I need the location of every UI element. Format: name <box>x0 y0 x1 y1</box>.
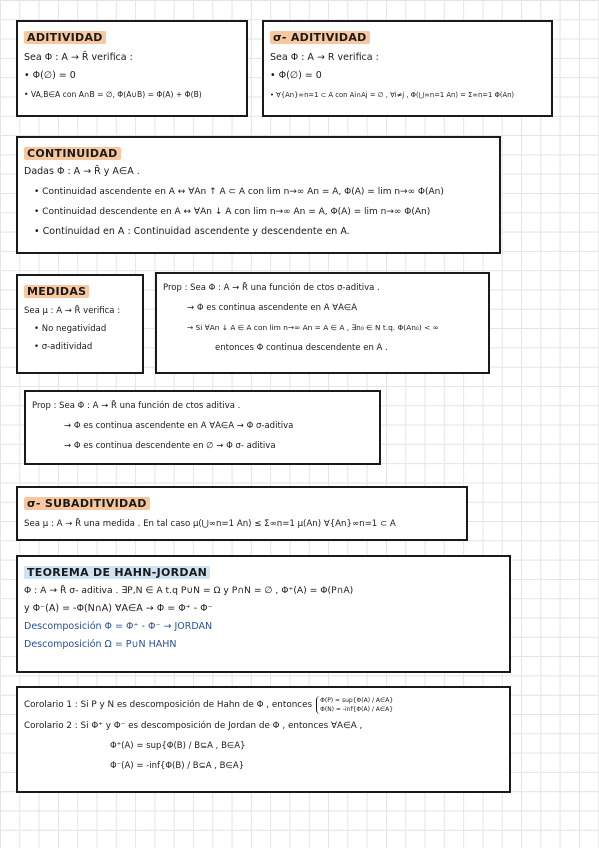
subaditividad-title: σ- SUBADITIVIDAD <box>24 497 150 510</box>
continuidad-line-2: • Continuidad ascendente en A ↔ ∀An ↑ A ⊂ A con lim n→∞ An = A, Φ(A) = lim n→∞ Φ(An) <box>34 187 444 197</box>
hahn-decomposition: Descomposición Ω = P∪N HAHN <box>24 639 177 650</box>
hahn-jordan-box <box>16 555 511 673</box>
subaditividad-box <box>16 486 468 541</box>
medidas-title: MEDIDAS <box>24 285 89 298</box>
sigma-aditividad-line-3: • ∀{An}∞n=1 ⊂ A con Ai∩Aj = ∅ , ∀i≠j , Φ(⋃∞n=1 An) = Σ∞n=1 Φ(An) <box>270 91 515 99</box>
prop1-line-1: Prop : Sea Φ : A → R̄ una función de ctos σ-aditiva . <box>163 283 380 293</box>
corolarios-box <box>16 686 511 793</box>
aditividad-line-2: • Φ(∅) = 0 <box>24 70 76 81</box>
prop-sigma-aditiva-box <box>155 272 490 374</box>
jordan-decomposition: Descomposición Φ = Φ⁺ - Φ⁻ → JORDAN <box>24 621 213 632</box>
subaditividad-line-1: Sea μ : A → R̄ una medida . En tal caso μ(⋃∞n=1 An) ≤ Σ∞n=1 μ(An) ∀{An}∞n=1 ⊂ A <box>24 519 396 529</box>
prop1-line-4: entonces Φ continua descendente en A . <box>215 343 388 353</box>
corolario-1-inf: Φ(N) = -inf{Φ(A) / A∈A} <box>320 706 394 713</box>
corolario-2-formula-1: Φ⁺(A) = sup{Φ(B) / B⊆A , B∈A} <box>110 741 246 751</box>
sigma-aditividad-box <box>262 20 553 117</box>
corolario-2-formula-2: Φ⁻(A) = -inf{Φ(B) / B⊆A , B∈A} <box>110 761 245 771</box>
continuidad-line-1: Dadas Φ : A → R̄ y A∈A . <box>24 166 140 177</box>
prop1-line-3: → Si ∀An ↓ A ∈ A con lim n→∞ An = A ∈ A , ∃n₀ ∈ N t.q. Φ(An₀) < ∞ <box>187 323 439 332</box>
prop2-line-1: Prop : Sea Φ : A → R̄ una función de ctos aditiva . <box>32 401 241 411</box>
corolario-1-text: Corolario 1 : Si P y N es descomposición de Hahn de Φ , entonces <box>24 700 313 710</box>
corolario-2-text: Corolario 2 : Si Φ⁺ y Φ⁻ es descomposición de Jordan de Φ , entonces ∀A∈A , <box>24 721 363 731</box>
sigma-aditividad-title: σ- ADITIVIDAD <box>270 31 370 44</box>
hahn-jordan-title: TEOREMA DE HAHN-JORDAN <box>24 566 210 579</box>
medidas-line-3: • σ-aditividad <box>34 342 93 352</box>
prop-aditiva-box <box>24 390 381 465</box>
medidas-box <box>16 274 144 374</box>
continuidad-box <box>16 136 501 254</box>
medidas-line-2: • No negatividad <box>34 324 107 334</box>
aditividad-box <box>16 20 248 117</box>
sigma-aditividad-line-1: Sea Φ : A → R verifica : <box>270 52 379 63</box>
medidas-line-1: Sea μ : A → R̄ verifica : <box>24 306 121 316</box>
hahn-jordan-line-1: Φ : A → R̄ σ- aditiva . ∃P,N ∈ A t.q P∪N = Ω y P∩N = ∅ , Φ⁺(A) = Φ(P∩A) <box>24 585 354 596</box>
corolario-1 <box>24 699 312 711</box>
aditividad-line-1: Sea Φ : A → R̄ verifica : <box>24 52 133 63</box>
aditividad-title: ADITIVIDAD <box>24 31 106 44</box>
continuidad-line-4: • Continuidad en A : Continuidad ascendente y descendente en A. <box>34 226 350 237</box>
prop1-line-2: → Φ es continua ascendente en A ∀A∈A <box>187 303 358 313</box>
sigma-aditividad-line-2: • Φ(∅) = 0 <box>270 70 322 81</box>
prop2-line-3: → Φ es continua descendente en ∅ → Φ σ- aditiva <box>64 441 276 451</box>
hahn-jordan-line-2: y Φ⁻(A) = -Φ(N∩A) ∀A∈A → Φ = Φ⁺ - Φ⁻ <box>24 603 213 614</box>
continuidad-title: CONTINUIDAD <box>24 147 121 160</box>
aditividad-line-3: • VA,B∈A con A∩B = ∅, Φ(A∪B) = Φ(A) + Φ(B) <box>24 90 202 99</box>
corolario-1-sup: Φ(P) = sup{Φ(A) / A∈A} <box>320 697 394 704</box>
prop2-line-2: → Φ es continua ascendente en A ∀A∈A → Φ σ-aditiva <box>64 421 294 431</box>
continuidad-line-3: • Continuidad descendente en A ↔ ∀An ↓ A con lim n→∞ An = A, Φ(A) = lim n→∞ Φ(An) <box>34 207 431 217</box>
corolario-1-brace <box>316 696 393 714</box>
